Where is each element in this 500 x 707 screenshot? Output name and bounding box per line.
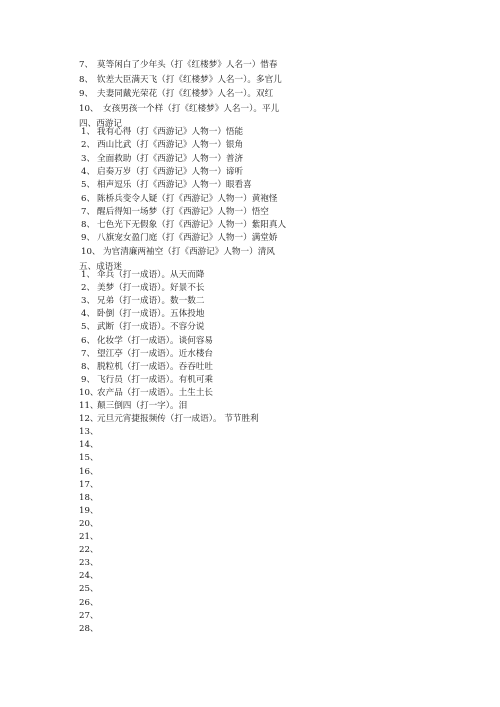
item-number: 4、 [81,309,96,320]
item-number: 10、 [79,103,99,114]
item-number: 4、 [81,166,96,177]
list-item [0,426,500,439]
list-item [0,295,500,308]
list-item [0,479,500,492]
list-item [0,531,500,544]
item-number: 7、 [79,60,94,70]
item-number: 17、 [79,479,99,490]
list-item [0,387,500,400]
item-number: 14、 [79,440,99,451]
list-item [0,153,500,166]
item-text: 陈桥兵变令人疑（打《西游记》人物一）黄袍怪 [97,193,278,204]
item-number: 1、 [81,270,96,280]
item-text: 卧倒（打一成语）。五体投地 [97,309,205,320]
item-number: 6、 [81,193,96,204]
list-item [0,348,500,361]
item-number: 11、 [79,401,99,411]
item-number: 3、 [81,153,96,164]
item-number: 18、 [79,492,99,503]
item-number: 3、 [81,296,96,307]
list-item [0,321,500,334]
item-text: 七色光下无假象（打《西游记》人物一）紫阳真人 [97,220,287,231]
list-item [0,335,500,348]
item-text: 飞行员（打一成语）。有机可乘 [97,374,214,385]
list-item [0,269,500,282]
item-number: 19、 [79,505,99,516]
item-text: 醒后得知一场梦（打《西游记》人物一）悟空 [97,206,269,217]
list-item [0,139,500,152]
item-number: 8、 [81,361,96,372]
item-text: 八旗宠女盈门庭（打《西游记》人物一）满堂娇 [97,233,278,244]
item-number: 25、 [79,584,99,595]
item-number: 2、 [81,140,96,151]
section-heading-xiyouji: 四、西游记 [79,119,122,129]
item-text: 武断（打一成语）。不容分说 [97,322,205,333]
item-number: 26、 [79,597,99,608]
list-item [0,518,500,531]
list-item [0,505,500,518]
item-number: 6、 [81,335,96,346]
item-number: 23、 [79,558,99,569]
list-item [0,361,500,374]
list-item [0,583,500,596]
list-item [0,246,500,259]
list-item [0,466,500,479]
list-item [0,74,500,87]
item-text: 相声逗乐（打《西游记》人物一）眼看喜 [97,180,252,191]
item-number: 27、 [79,610,99,621]
item-number: 10、 [79,387,99,398]
item-number: 8、 [79,74,94,85]
item-number: 9、 [79,89,94,100]
item-text: 美梦（打一成语）。好景不长 [97,283,205,294]
item-text: 元旦元宵捷报频传（打一成语）。 节节胜利 [97,414,259,425]
item-number: 8、 [81,220,96,231]
list-item [0,400,500,413]
item-text: 农产品（打一成语）。土生土长 [97,387,214,398]
list-item [0,166,500,179]
item-text: 脱粒机（打一成语）。吞吞吐吐 [97,361,214,372]
item-number: 24、 [79,571,99,582]
item-number: 28、 [79,623,99,634]
item-number: 20、 [79,518,99,529]
item-text: 我有心得（打《西游记》人物一）悟能 [97,127,244,137]
list-item [0,59,500,72]
list-item [0,308,500,321]
item-number: 5、 [81,322,96,333]
list-item [0,282,500,295]
list-item [0,219,500,232]
item-number: 21、 [79,532,99,542]
list-item [0,103,500,116]
list-item [0,623,500,636]
list-item [0,557,500,570]
list-item [0,179,500,192]
item-text: 莫等闲白了少年头（打《红楼梦》人名一）惜春 [97,60,278,70]
list-item [0,452,500,465]
item-text: 伞兵（打一成语）。从天而降 [97,270,205,280]
list-item [0,88,500,101]
item-number: 9、 [81,233,96,244]
item-number: 5、 [81,180,96,191]
item-number: 7、 [81,348,96,359]
list-item [0,374,500,387]
section-heading-chengyu: 五、成语迷 [79,262,122,272]
item-number: 12、 [79,414,99,425]
item-text: 全面救助（打《西游记》人物一）普济 [97,153,244,164]
item-text: 望江亭（打一成语）。近水楼台 [97,348,214,359]
item-text: 兄弟（打一成语）。数一数二 [97,296,205,307]
item-number: 13、 [79,427,99,438]
list-item [0,570,500,583]
item-number: 2、 [81,283,96,294]
list-item [0,126,500,139]
item-number: 16、 [79,466,99,477]
list-item [0,610,500,623]
list-item [0,206,500,219]
list-item [0,413,500,426]
item-text: 钦差大臣满天飞（打《红楼梦》人名一）。多官儿 [97,74,282,85]
item-number: 1、 [81,127,96,137]
list-item [0,492,500,505]
list-item [0,232,500,245]
item-text: 化妆学（打一成语）。谈何容易 [97,335,214,346]
list-item [0,544,500,557]
item-number: 22、 [79,545,99,556]
item-text: 夫妻同戴光荣花（打《红楼梦》人名一）。双红 [97,89,274,100]
list-item [0,193,500,206]
item-text: 颠三倒四（打一字）。泪 [97,401,188,411]
item-text: 女孩男孩一个样（打《红楼梦》人名一）。平儿 [103,103,280,114]
item-number: 15、 [79,453,99,464]
item-text: 为官清廉两袖空（打《西游记》人物一）清风 [103,246,275,257]
item-number: 7、 [81,206,96,217]
item-text: 启奏万岁（打《西游记》人物一）谛听 [97,166,244,177]
item-text: 西山比武（打《西游记》人物一）银角 [97,140,244,151]
list-item [0,439,500,452]
item-number: 10、 [81,246,101,257]
item-number: 9、 [81,374,96,385]
list-item [0,597,500,610]
